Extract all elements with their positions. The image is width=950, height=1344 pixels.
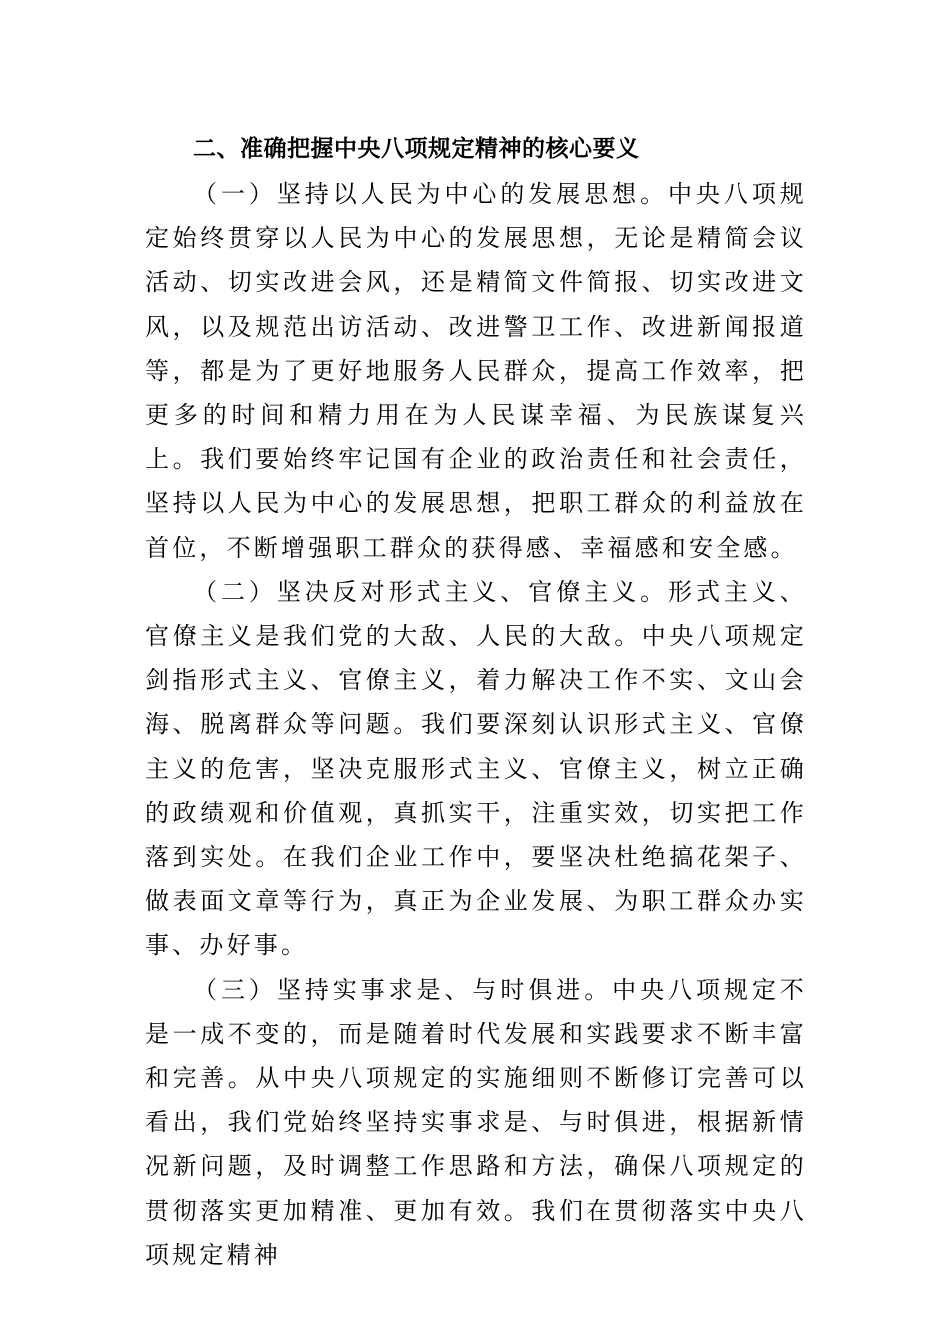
- section-heading: 二、准确把握中央八项规定精神的核心要义: [193, 136, 640, 162]
- paragraph-seek-truth: （三）坚持实事求是、与时俱进。中央八项规定不是一成不变的，而是随着时代发展和实践要求不断丰富和完善。从中央八项规定的实施细则不断修订完善可以看出，我们党始终坚持实事求是、与时俱进，根据新情况新问题，及时调整工作思路和方法，确保八项规定的贯彻落实更加精准、更加有效。我们在贯彻落实中央八项规定精神: [145, 975, 807, 1269]
- paragraph-oppose-formalism: （二）坚决反对形式主义、官僚主义。形式主义、官僚主义是我们党的大敌、人民的大敌。中央八项规定剑指形式主义、官僚主义，着力解决工作不实、文山会海、脱离群众等问题。我们要深刻认识形式主义、官僚主义的危害，坚决克服形式主义、官僚主义，树立正确的政绩观和价值观，真抓实干，注重实效，切实把工作落到实处。在我们企业工作中，要坚决杜绝搞花架子、做表面文章等行为，真正为企业发展、为职工群众办实事、办好事。: [145, 577, 807, 960]
- document-body: [145, 126, 807, 1277]
- paragraph-people-centered: （一）坚持以人民为中心的发展思想。中央八项规定始终贯穿以人民为中心的发展思想，无论是精简会议活动、切实改进会风，还是精简文件简报、切实改进文风，以及规范出访活动、改进警卫工作、改进新闻报道等，都是为了更好地服务人民群众，提高工作效率，把更多的时间和精力用在为人民谋幸福、为民族谋复兴上。我们要始终牢记国有企业的政治责任和社会责任，坚持以人民为中心的发展思想，把职工群众的利益放在首位，不断增强职工群众的获得感、幸福感和安全感。: [145, 180, 807, 562]
